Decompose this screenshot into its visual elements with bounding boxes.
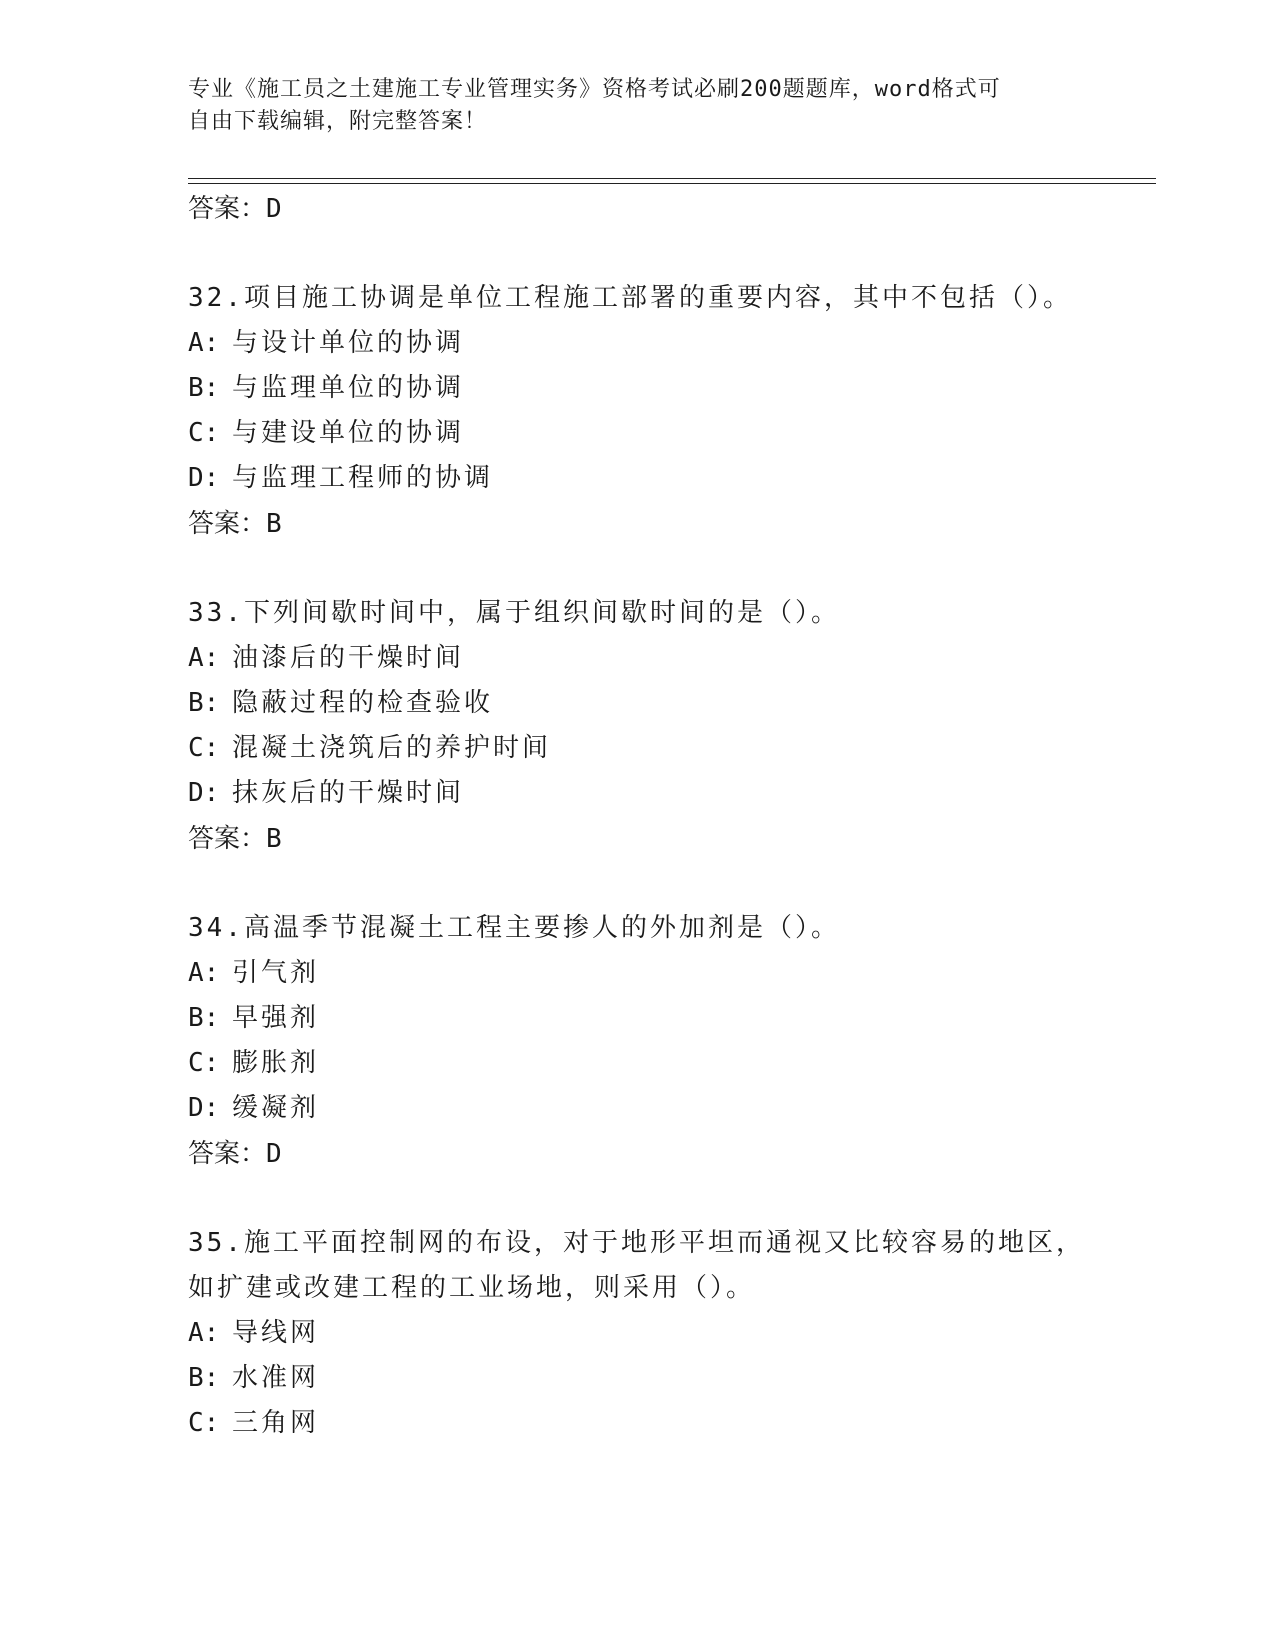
- option-b: [188, 1356, 1148, 1401]
- option-letter: C:: [188, 1048, 220, 1078]
- question-list: [188, 186, 1148, 1446]
- header-line-1: 专业《施工员之土建施工专业管理实务》资格考试必刷200题题库，word格式可: [188, 77, 1001, 102]
- answer-line: 答案：D: [188, 1139, 282, 1169]
- option-text: 抹灰后的干燥时间: [232, 778, 465, 808]
- option-c: [188, 1401, 1148, 1446]
- header-divider-top: [188, 178, 1156, 179]
- question-text-line-1: 35.施工平面控制网的布设，对于地形平坦而通视又比较容易的地区，: [188, 1228, 1085, 1258]
- option-letter: A:: [188, 1318, 220, 1348]
- header-line-2: 自由下载编辑，附完整答案！: [188, 109, 488, 134]
- option-b: [188, 996, 1148, 1041]
- option-text: 与设计单位的协调: [232, 328, 465, 358]
- question-text: 33.下列间歇时间中，属于组织间歇时间的是（）。: [188, 598, 840, 628]
- answer-line: 答案：B: [188, 824, 282, 854]
- option-text: 三角网: [232, 1408, 320, 1438]
- answer-line: 答案：B: [188, 509, 282, 539]
- question-text: 34.高温季节混凝土工程主要掺人的外加剂是（）。: [188, 913, 840, 943]
- question-item: [188, 1221, 1148, 1446]
- option-letter: B:: [188, 373, 220, 403]
- option-letter: C:: [188, 418, 220, 448]
- option-text: 缓凝剂: [232, 1093, 320, 1123]
- option-text: 膨胀剂: [232, 1048, 320, 1078]
- question-text: 32.项目施工协调是单位工程施工部署的重要内容，其中不包括（）。: [188, 283, 1072, 313]
- option-text: 早强剂: [232, 1003, 320, 1033]
- header-divider-bottom: [188, 183, 1156, 184]
- question-text-line-2: 如扩建或改建工程的工业场地，则采用（）。: [188, 1273, 756, 1303]
- option-letter: D:: [188, 778, 220, 808]
- option-a: [188, 1311, 1148, 1356]
- option-text: 引气剂: [232, 958, 320, 988]
- option-letter: B:: [188, 1003, 220, 1033]
- document-header: [188, 74, 1068, 138]
- question-item: [188, 591, 1148, 862]
- option-b: [188, 681, 1148, 726]
- option-c: [188, 726, 1148, 771]
- option-a: [188, 636, 1148, 681]
- option-text: 与监理单位的协调: [232, 373, 465, 403]
- option-text: 隐蔽过程的检查验收: [232, 688, 494, 718]
- option-d: [188, 1086, 1148, 1131]
- option-text: 与监理工程师的协调: [232, 463, 494, 493]
- option-a: [188, 321, 1148, 366]
- option-letter: A:: [188, 328, 220, 358]
- question-item: [188, 906, 1148, 1177]
- option-letter: A:: [188, 958, 220, 988]
- question-item: [188, 276, 1148, 547]
- option-letter: B:: [188, 688, 220, 718]
- answer-line: 答案：D: [188, 194, 282, 224]
- option-letter: C:: [188, 1408, 220, 1438]
- option-d: [188, 771, 1148, 816]
- option-c: [188, 1041, 1148, 1086]
- option-d: [188, 456, 1148, 501]
- option-letter: A:: [188, 643, 220, 673]
- option-text: 与建设单位的协调: [232, 418, 465, 448]
- option-text: 油漆后的干燥时间: [232, 643, 465, 673]
- option-letter: C:: [188, 733, 220, 763]
- option-letter: B:: [188, 1363, 220, 1393]
- option-c: [188, 411, 1148, 456]
- option-text: 混凝土浇筑后的养护时间: [232, 733, 552, 763]
- option-b: [188, 366, 1148, 411]
- option-letter: D:: [188, 463, 220, 493]
- option-letter: D:: [188, 1093, 220, 1123]
- option-text: 导线网: [232, 1318, 320, 1348]
- option-text: 水准网: [232, 1363, 320, 1393]
- option-a: [188, 951, 1148, 996]
